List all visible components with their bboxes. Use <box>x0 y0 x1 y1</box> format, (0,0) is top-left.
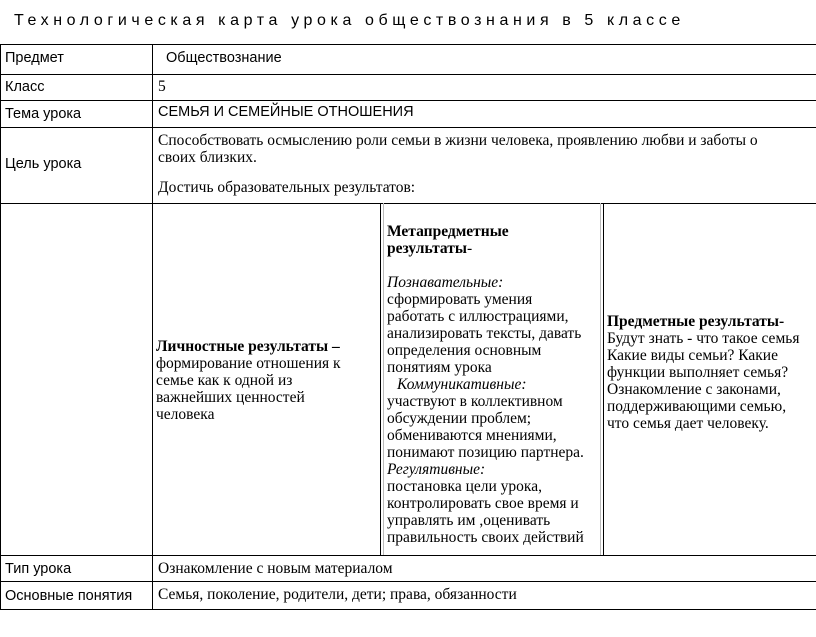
meta-line: понимают позицию партнера. <box>387 444 584 461</box>
meta-line: правильность своих действий <box>387 529 584 546</box>
meta-line: постановка цели урока, <box>387 478 542 495</box>
subject-results <box>607 313 799 432</box>
row-divider <box>0 581 816 582</box>
row-label-subject: Предмет <box>5 50 64 66</box>
regulative-heading: Регулятивные: <box>387 461 486 478</box>
column-divider <box>152 44 153 610</box>
goal-text-line: своих близких. <box>158 149 257 166</box>
table-border-bottom <box>0 609 816 610</box>
communicative-heading: Коммуникативные: <box>397 376 527 393</box>
meta-line: сформировать умения <box>387 291 533 308</box>
column-divider <box>383 203 384 555</box>
meta-line: участвуют в коллективном <box>387 393 563 410</box>
goal-text-line: Способствовать осмыслению роли семьи в жизни человека, проявлению любви и заботы о <box>158 132 758 149</box>
subject-results-line: функции выполняет семья? <box>607 364 789 381</box>
meta-line: анализировать тексты, давать <box>387 325 582 342</box>
grade-value: 5 <box>158 78 166 95</box>
meta-line: обмениваются мнениями, <box>387 427 557 444</box>
meta-line: обсуждении проблем; <box>387 410 532 427</box>
personal-results-line: человека <box>156 406 215 423</box>
subject-results-line: что семья дает человеку. <box>607 415 769 432</box>
personal-results-line: семье как к одной из <box>156 372 293 389</box>
row-label-goal: Цель урока <box>5 156 82 172</box>
row-label-lesson-type: Тип урока <box>5 561 72 577</box>
goal-text-line: Достичь образовательных результатов: <box>158 179 416 196</box>
subject-results-heading: Предметные результаты- <box>607 313 785 330</box>
page-title: Технологическая карта урока обществознания в 5 классе <box>14 12 685 29</box>
table-border-top <box>0 44 816 45</box>
meta-line: работать с иллюстрациями, <box>387 308 569 325</box>
row-divider <box>0 555 816 556</box>
goal-value <box>158 132 758 196</box>
subject-value: Обществознание <box>166 50 282 66</box>
lesson-type-value: Ознакомление с новым материалом <box>158 560 393 577</box>
subject-results-line: Ознакомление с законами, <box>607 381 781 398</box>
meta-results-dash: - <box>466 240 473 257</box>
personal-results-line: формирование отношения к <box>156 355 341 372</box>
row-label-topic: Тема урока <box>5 106 82 122</box>
column-divider <box>380 203 381 555</box>
row-label-concepts: Основные понятия <box>5 588 133 604</box>
personal-results <box>156 338 341 423</box>
subject-results-line: Будут знать - что такое семья <box>607 330 800 347</box>
table-border-left <box>0 44 1 610</box>
column-divider <box>603 203 604 555</box>
row-divider <box>0 127 816 128</box>
personal-results-heading: Личностные результаты – <box>156 338 340 355</box>
cognitive-heading: Познавательные: <box>387 274 504 291</box>
meta-results <box>387 223 584 546</box>
meta-line: управлять им ,оценивать <box>387 512 551 529</box>
subject-results-line: поддерживающими семью, <box>607 398 787 415</box>
personal-results-line: важнейших ценностей <box>156 389 305 406</box>
row-divider <box>0 100 816 101</box>
column-divider <box>600 203 601 555</box>
topic-value: СЕМЬЯ И СЕМЕЙНЫЕ ОТНОШЕНИЯ <box>158 104 414 120</box>
row-divider <box>0 74 816 75</box>
meta-results-heading: результаты <box>387 240 467 257</box>
meta-line: понятиям урока <box>387 359 492 376</box>
row-label-grade: Класс <box>5 79 45 95</box>
meta-line: контролировать свое время и <box>387 495 579 512</box>
subject-results-line: Какие виды семьи? Какие <box>607 347 778 364</box>
meta-line: определения основным <box>387 342 542 359</box>
row-divider <box>0 203 816 204</box>
meta-results-heading: Метапредметные <box>387 223 509 240</box>
concepts-value: Семья, поколение, родители, дети; права, обязанности <box>158 586 517 603</box>
